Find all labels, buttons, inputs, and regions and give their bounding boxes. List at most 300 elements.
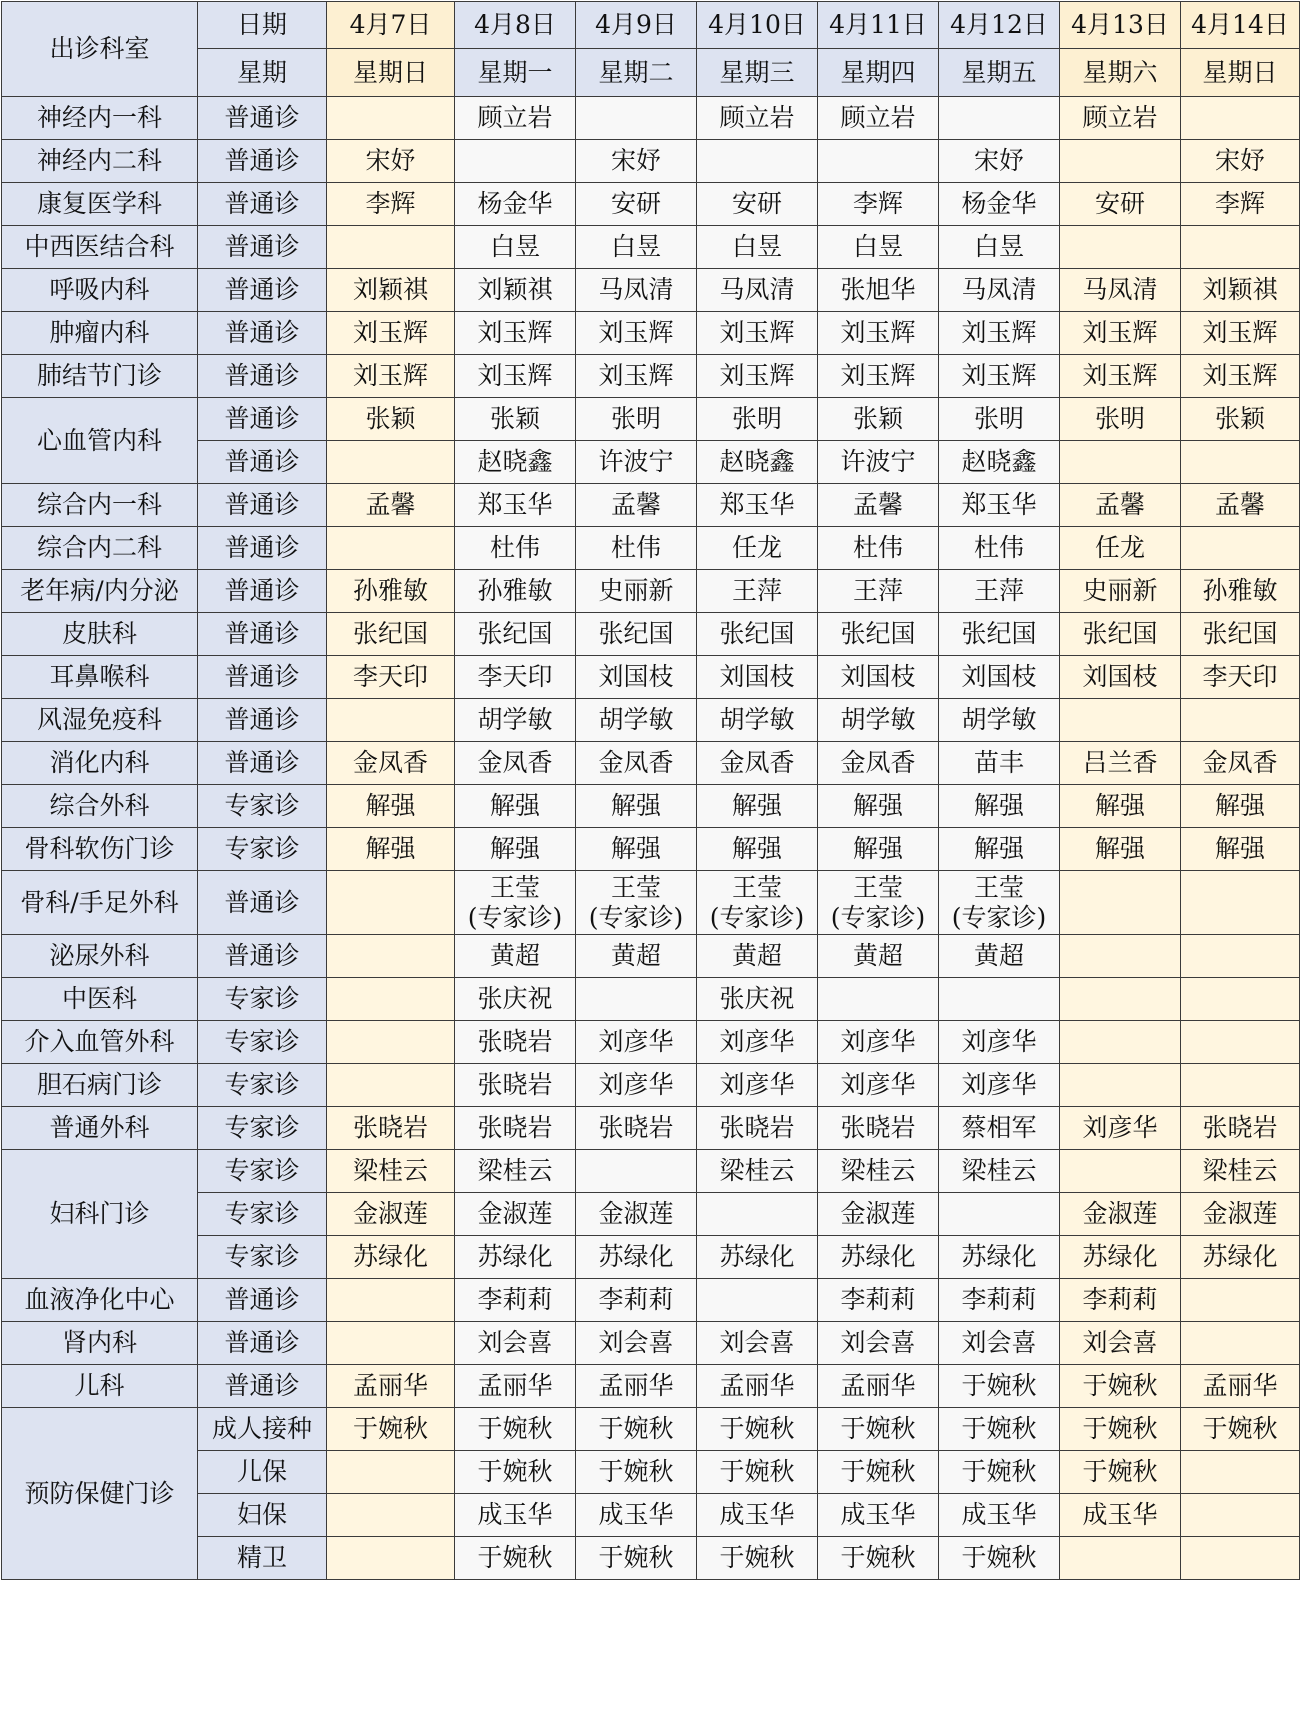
doctor-cell: 梁桂云 xyxy=(455,1150,576,1193)
doctor-cell xyxy=(697,140,818,183)
doctor-cell: 孟丽华 xyxy=(576,1365,697,1408)
date-header-cell: 4月10日 xyxy=(697,2,818,49)
doctor-cell: 安研 xyxy=(1060,183,1181,226)
doctor-cell: 解强 xyxy=(697,828,818,871)
clinic-type-cell: 普通诊 xyxy=(198,398,327,441)
doctor-cell xyxy=(1181,1021,1300,1064)
doctor-cell: 张晓岩 xyxy=(455,1021,576,1064)
doctor-cell xyxy=(1060,1537,1181,1580)
doctor-cell: 于婉秋 xyxy=(1181,1408,1300,1451)
doctor-cell: 解强 xyxy=(1181,785,1300,828)
doctor-cell: 张明 xyxy=(697,398,818,441)
clinic-type-cell: 专家诊 xyxy=(198,828,327,871)
clinic-type-cell: 普通诊 xyxy=(198,140,327,183)
doctor-cell: 胡学敏 xyxy=(576,699,697,742)
doctor-cell: 金凤香 xyxy=(1181,742,1300,785)
doctor-cell: 刘玉辉 xyxy=(697,355,818,398)
clinic-type-cell: 普通诊 xyxy=(198,312,327,355)
doctor-cell xyxy=(1060,699,1181,742)
doctor-cell: 任龙 xyxy=(1060,527,1181,570)
department-cell: 消化内科 xyxy=(2,742,198,785)
doctor-cell: 顾立岩 xyxy=(818,97,939,140)
schedule-row xyxy=(2,742,1300,785)
schedule-row xyxy=(2,226,1300,269)
doctor-cell xyxy=(1181,226,1300,269)
doctor-cell: 刘彦华 xyxy=(818,1064,939,1107)
date-header-cell: 4月14日 xyxy=(1181,2,1300,49)
doctor-cell: 解强 xyxy=(818,828,939,871)
doctor-cell xyxy=(327,1064,455,1107)
doctor-cell: 赵晓鑫 xyxy=(939,441,1060,484)
doctor-cell: 任龙 xyxy=(697,527,818,570)
department-cell: 骨科/手足外科 xyxy=(2,871,198,935)
doctor-cell: 张颖 xyxy=(455,398,576,441)
doctor-cell: 金淑莲 xyxy=(1060,1193,1181,1236)
doctor-cell: 张明 xyxy=(576,398,697,441)
doctor-cell: 李天印 xyxy=(1181,656,1300,699)
department-cell: 骨科软伤门诊 xyxy=(2,828,198,871)
clinic-type-cell: 专家诊 xyxy=(198,1107,327,1150)
doctor-cell: 孟馨 xyxy=(818,484,939,527)
schedule-row xyxy=(2,570,1300,613)
department-cell: 风湿免疫科 xyxy=(2,699,198,742)
doctor-cell: 张纪国 xyxy=(939,613,1060,656)
schedule-row xyxy=(2,1408,1300,1451)
doctor-cell: 张明 xyxy=(1060,398,1181,441)
clinic-type-cell: 普通诊 xyxy=(198,570,327,613)
doctor-cell: 孟馨 xyxy=(327,484,455,527)
schedule-row xyxy=(2,1021,1300,1064)
schedule-row xyxy=(2,355,1300,398)
doctor-cell xyxy=(1181,978,1300,1021)
doctor-cell xyxy=(327,699,455,742)
date-header-cell: 4月7日 xyxy=(327,2,455,49)
doctor-cell: 刘玉辉 xyxy=(455,312,576,355)
doctor-cell: 宋妤 xyxy=(576,140,697,183)
doctor-cell: 刘彦华 xyxy=(939,1021,1060,1064)
clinic-type-cell: 妇保 xyxy=(198,1494,327,1537)
clinic-type-cell: 专家诊 xyxy=(198,978,327,1021)
doctor-cell: 李天印 xyxy=(455,656,576,699)
doctor-cell: 许波宁 xyxy=(576,441,697,484)
clinic-type-cell: 普通诊 xyxy=(198,484,327,527)
doctor-cell: 梁桂云 xyxy=(697,1150,818,1193)
doctor-cell: 刘玉辉 xyxy=(1060,312,1181,355)
doctor-cell: 白昱 xyxy=(939,226,1060,269)
doctor-cell: 白昱 xyxy=(697,226,818,269)
schedule-row xyxy=(2,785,1300,828)
department-cell: 中医科 xyxy=(2,978,198,1021)
doctor-cell: 刘彦华 xyxy=(697,1021,818,1064)
doctor-cell: 刘颖祺 xyxy=(327,269,455,312)
doctor-cell: 于婉秋 xyxy=(939,1451,1060,1494)
doctor-cell: 成玉华 xyxy=(818,1494,939,1537)
department-cell: 肺结节门诊 xyxy=(2,355,198,398)
department-cell: 介入血管外科 xyxy=(2,1021,198,1064)
schedule-row xyxy=(2,871,1300,935)
doctor-cell xyxy=(327,1451,455,1494)
doctor-cell: 刘玉辉 xyxy=(697,312,818,355)
doctor-cell: 张晓岩 xyxy=(327,1107,455,1150)
doctor-cell: 刘玉辉 xyxy=(939,312,1060,355)
doctor-cell xyxy=(327,871,455,935)
department-cell: 普通外科 xyxy=(2,1107,198,1150)
doctor-cell: 李天印 xyxy=(327,656,455,699)
doctor-cell xyxy=(697,1279,818,1322)
schedule-row xyxy=(2,269,1300,312)
cell-line: 王莹 xyxy=(852,872,903,902)
doctor-cell xyxy=(1060,935,1181,978)
doctor-cell xyxy=(327,226,455,269)
doctor-cell: 刘会喜 xyxy=(455,1322,576,1365)
doctor-cell xyxy=(327,1279,455,1322)
weekday-label: 星期 xyxy=(198,49,327,97)
clinic-type-cell: 专家诊 xyxy=(198,1064,327,1107)
doctor-cell xyxy=(939,871,1060,935)
doctor-cell: 刘玉辉 xyxy=(1181,355,1300,398)
clinic-type-cell: 普通诊 xyxy=(198,183,327,226)
department-cell: 心血管内科 xyxy=(2,398,198,484)
doctor-cell: 金凤香 xyxy=(818,742,939,785)
doctor-cell: 张纪国 xyxy=(576,613,697,656)
department-cell: 预防保健门诊 xyxy=(2,1408,198,1580)
header-date-row xyxy=(2,2,1300,49)
doctor-cell: 成玉华 xyxy=(939,1494,1060,1537)
doctor-cell: 蔡相军 xyxy=(939,1107,1060,1150)
doctor-cell: 赵晓鑫 xyxy=(455,441,576,484)
doctor-cell: 于婉秋 xyxy=(455,1451,576,1494)
date-header-cell: 4月12日 xyxy=(939,2,1060,49)
doctor-cell: 史丽新 xyxy=(576,570,697,613)
doctor-cell: 马凤清 xyxy=(1060,269,1181,312)
doctor-cell: 马凤清 xyxy=(697,269,818,312)
department-cell: 综合内二科 xyxy=(2,527,198,570)
weekday-header-cell: 星期六 xyxy=(1060,49,1181,97)
schedule-row xyxy=(2,828,1300,871)
doctor-cell: 于婉秋 xyxy=(1060,1365,1181,1408)
department-cell: 呼吸内科 xyxy=(2,269,198,312)
department-cell: 老年病/内分泌 xyxy=(2,570,198,613)
doctor-cell xyxy=(327,1322,455,1365)
doctor-cell: 胡学敏 xyxy=(455,699,576,742)
doctor-cell: 于婉秋 xyxy=(697,1537,818,1580)
doctor-cell: 刘颖祺 xyxy=(455,269,576,312)
department-cell: 胆石病门诊 xyxy=(2,1064,198,1107)
doctor-cell: 郑玉华 xyxy=(939,484,1060,527)
schedule-row xyxy=(2,1064,1300,1107)
doctor-cell xyxy=(1181,1537,1300,1580)
doctor-cell xyxy=(1060,1150,1181,1193)
doctor-cell: 刘国枝 xyxy=(1060,656,1181,699)
doctor-cell xyxy=(1060,441,1181,484)
doctor-cell: 苏绿化 xyxy=(455,1236,576,1279)
schedule-row xyxy=(2,935,1300,978)
doctor-cell: 黄超 xyxy=(576,935,697,978)
doctor-cell: 白昱 xyxy=(455,226,576,269)
doctor-cell xyxy=(818,871,939,935)
clinic-schedule-table xyxy=(1,1,1300,1580)
doctor-cell: 金凤香 xyxy=(576,742,697,785)
doctor-cell xyxy=(939,978,1060,1021)
doctor-cell: 马凤清 xyxy=(939,269,1060,312)
doctor-cell: 杜伟 xyxy=(455,527,576,570)
clinic-type-cell: 精卫 xyxy=(198,1537,327,1580)
doctor-cell xyxy=(327,1537,455,1580)
doctor-cell: 赵晓鑫 xyxy=(697,441,818,484)
doctor-cell xyxy=(818,978,939,1021)
doctor-cell: 苏绿化 xyxy=(576,1236,697,1279)
clinic-type-cell: 专家诊 xyxy=(198,1193,327,1236)
schedule-row xyxy=(2,613,1300,656)
department-cell: 儿科 xyxy=(2,1365,198,1408)
doctor-cell: 张晓岩 xyxy=(1181,1107,1300,1150)
doctor-cell xyxy=(576,871,697,935)
schedule-row xyxy=(2,484,1300,527)
department-cell: 妇科门诊 xyxy=(2,1150,198,1279)
date-header-cell: 4月9日 xyxy=(576,2,697,49)
schedule-row xyxy=(2,97,1300,140)
doctor-cell xyxy=(1181,1322,1300,1365)
doctor-cell: 解强 xyxy=(818,785,939,828)
doctor-cell xyxy=(455,871,576,935)
department-cell: 综合外科 xyxy=(2,785,198,828)
doctor-cell xyxy=(1181,935,1300,978)
doctor-cell: 郑玉华 xyxy=(455,484,576,527)
doctor-cell: 解强 xyxy=(327,828,455,871)
doctor-cell: 刘玉辉 xyxy=(327,355,455,398)
clinic-type-cell: 普通诊 xyxy=(198,441,327,484)
doctor-cell: 刘彦华 xyxy=(939,1064,1060,1107)
doctor-cell: 张纪国 xyxy=(1181,613,1300,656)
doctor-cell: 黄超 xyxy=(818,935,939,978)
doctor-cell: 成玉华 xyxy=(697,1494,818,1537)
clinic-type-cell: 普通诊 xyxy=(198,935,327,978)
doctor-cell: 史丽新 xyxy=(1060,570,1181,613)
clinic-type-cell: 普通诊 xyxy=(198,699,327,742)
department-cell: 神经内一科 xyxy=(2,97,198,140)
doctor-cell xyxy=(327,1494,455,1537)
doctor-cell: 于婉秋 xyxy=(818,1537,939,1580)
doctor-cell: 张颖 xyxy=(818,398,939,441)
doctor-cell: 孙雅敏 xyxy=(455,570,576,613)
doctor-cell: 解强 xyxy=(939,828,1060,871)
doctor-cell xyxy=(939,97,1060,140)
doctor-cell: 于婉秋 xyxy=(939,1408,1060,1451)
date-label: 日期 xyxy=(198,2,327,49)
doctor-cell: 刘彦华 xyxy=(576,1064,697,1107)
doctor-cell: 张纪国 xyxy=(327,613,455,656)
doctor-cell: 苏绿化 xyxy=(327,1236,455,1279)
department-cell: 神经内二科 xyxy=(2,140,198,183)
weekday-header-cell: 星期一 xyxy=(455,49,576,97)
schedule-row xyxy=(2,527,1300,570)
doctor-cell xyxy=(576,978,697,1021)
doctor-cell: 于婉秋 xyxy=(818,1408,939,1451)
doctor-cell: 刘彦华 xyxy=(697,1064,818,1107)
doctor-cell: 张晓岩 xyxy=(697,1107,818,1150)
clinic-type-cell: 普通诊 xyxy=(198,527,327,570)
doctor-cell xyxy=(576,97,697,140)
cell-line: 王莹 xyxy=(973,872,1024,902)
doctor-cell xyxy=(1181,1064,1300,1107)
doctor-cell: 于婉秋 xyxy=(818,1451,939,1494)
clinic-type-cell: 普通诊 xyxy=(198,355,327,398)
doctor-cell: 安研 xyxy=(697,183,818,226)
doctor-cell: 张旭华 xyxy=(818,269,939,312)
date-header-cell: 4月13日 xyxy=(1060,2,1181,49)
doctor-cell: 于婉秋 xyxy=(576,1408,697,1451)
doctor-cell: 金凤香 xyxy=(455,742,576,785)
clinic-type-cell: 专家诊 xyxy=(198,1021,327,1064)
doctor-cell: 马凤清 xyxy=(576,269,697,312)
doctor-cell: 金淑莲 xyxy=(1181,1193,1300,1236)
department-cell: 康复医学科 xyxy=(2,183,198,226)
doctor-cell: 胡学敏 xyxy=(697,699,818,742)
doctor-cell xyxy=(1181,871,1300,935)
doctor-cell xyxy=(327,935,455,978)
cell-line: 王莹 xyxy=(731,872,782,902)
doctor-cell: 成玉华 xyxy=(576,1494,697,1537)
doctor-cell: 苏绿化 xyxy=(818,1236,939,1279)
doctor-cell xyxy=(1060,978,1181,1021)
doctor-cell: 解强 xyxy=(576,828,697,871)
doctor-cell: 顾立岩 xyxy=(455,97,576,140)
doctor-cell: 刘会喜 xyxy=(1060,1322,1181,1365)
doctor-cell: 胡学敏 xyxy=(939,699,1060,742)
doctor-cell: 金淑莲 xyxy=(455,1193,576,1236)
doctor-cell: 刘玉辉 xyxy=(939,355,1060,398)
doctor-cell: 金淑莲 xyxy=(818,1193,939,1236)
doctor-cell: 刘国枝 xyxy=(939,656,1060,699)
schedule-row xyxy=(2,1150,1300,1193)
doctor-cell: 解强 xyxy=(1181,828,1300,871)
doctor-cell: 梁桂云 xyxy=(327,1150,455,1193)
doctor-cell: 苏绿化 xyxy=(1060,1236,1181,1279)
doctor-cell: 黄超 xyxy=(697,935,818,978)
doctor-cell: 张晓岩 xyxy=(576,1107,697,1150)
doctor-cell: 李辉 xyxy=(818,183,939,226)
doctor-cell: 王萍 xyxy=(697,570,818,613)
clinic-type-cell: 普通诊 xyxy=(198,269,327,312)
doctor-cell: 刘会喜 xyxy=(576,1322,697,1365)
doctor-cell: 张晓岩 xyxy=(455,1107,576,1150)
doctor-cell xyxy=(455,140,576,183)
doctor-cell: 于婉秋 xyxy=(576,1537,697,1580)
clinic-type-cell: 普通诊 xyxy=(198,1322,327,1365)
doctor-cell: 吕兰香 xyxy=(1060,742,1181,785)
doctor-cell: 杜伟 xyxy=(576,527,697,570)
cell-line: 王莹 xyxy=(489,872,540,902)
doctor-cell: 于婉秋 xyxy=(1060,1451,1181,1494)
weekday-header-cell: 星期日 xyxy=(1181,49,1300,97)
doctor-cell: 张纪国 xyxy=(697,613,818,656)
doctor-cell: 张晓岩 xyxy=(818,1107,939,1150)
doctor-cell: 刘玉辉 xyxy=(576,312,697,355)
doctor-cell: 白昱 xyxy=(576,226,697,269)
doctor-cell: 李莉莉 xyxy=(939,1279,1060,1322)
doctor-cell: 于婉秋 xyxy=(455,1408,576,1451)
doctor-cell: 顾立岩 xyxy=(697,97,818,140)
weekday-header-cell: 星期二 xyxy=(576,49,697,97)
cell-line: (专家诊) xyxy=(467,902,563,932)
doctor-cell: 于婉秋 xyxy=(939,1537,1060,1580)
doctor-cell xyxy=(1060,871,1181,935)
doctor-cell xyxy=(1181,1451,1300,1494)
department-cell: 泌尿外科 xyxy=(2,935,198,978)
doctor-cell: 解强 xyxy=(939,785,1060,828)
doctor-cell: 刘玉辉 xyxy=(327,312,455,355)
clinic-type-cell: 普通诊 xyxy=(198,1279,327,1322)
doctor-cell: 孟丽华 xyxy=(818,1365,939,1408)
doctor-cell: 孟丽华 xyxy=(1181,1365,1300,1408)
schedule-row xyxy=(2,1107,1300,1150)
doctor-cell: 解强 xyxy=(576,785,697,828)
doctor-cell: 解强 xyxy=(455,785,576,828)
doctor-cell: 解强 xyxy=(1060,785,1181,828)
doctor-cell: 张明 xyxy=(939,398,1060,441)
doctor-cell: 宋妤 xyxy=(327,140,455,183)
date-header-cell: 4月8日 xyxy=(455,2,576,49)
cell-line: (专家诊) xyxy=(830,902,926,932)
doctor-cell xyxy=(1060,1064,1181,1107)
schedule-row xyxy=(2,1322,1300,1365)
doctor-cell: 张纪国 xyxy=(455,613,576,656)
doctor-cell xyxy=(818,140,939,183)
doctor-cell: 杜伟 xyxy=(818,527,939,570)
doctor-cell: 孟馨 xyxy=(1181,484,1300,527)
department-cell: 中西医结合科 xyxy=(2,226,198,269)
doctor-cell: 解强 xyxy=(455,828,576,871)
schedule-row xyxy=(2,1279,1300,1322)
doctor-cell: 刘玉辉 xyxy=(576,355,697,398)
doctor-cell: 黄超 xyxy=(939,935,1060,978)
clinic-type-cell: 普通诊 xyxy=(198,97,327,140)
doctor-cell xyxy=(327,97,455,140)
doctor-cell: 刘颖祺 xyxy=(1181,269,1300,312)
doctor-cell: 刘彦华 xyxy=(1060,1107,1181,1150)
doctor-cell: 孟丽华 xyxy=(455,1365,576,1408)
doctor-cell: 李莉莉 xyxy=(455,1279,576,1322)
doctor-cell xyxy=(1181,1494,1300,1537)
doctor-cell: 苏绿化 xyxy=(939,1236,1060,1279)
cell-line: 王莹 xyxy=(610,872,661,902)
doctor-cell xyxy=(327,441,455,484)
schedule-row xyxy=(2,140,1300,183)
doctor-cell: 梁桂云 xyxy=(1181,1150,1300,1193)
doctor-cell: 成玉华 xyxy=(1060,1494,1181,1537)
doctor-cell: 杨金华 xyxy=(455,183,576,226)
doctor-cell: 杨金华 xyxy=(939,183,1060,226)
doctor-cell: 王萍 xyxy=(818,570,939,613)
doctor-cell: 安研 xyxy=(576,183,697,226)
clinic-type-cell: 普通诊 xyxy=(198,742,327,785)
doctor-cell: 于婉秋 xyxy=(455,1537,576,1580)
doctor-cell: 刘玉辉 xyxy=(818,312,939,355)
doctor-cell: 孟丽华 xyxy=(697,1365,818,1408)
doctor-cell: 于婉秋 xyxy=(697,1451,818,1494)
clinic-type-cell: 专家诊 xyxy=(198,1236,327,1279)
doctor-cell xyxy=(1181,699,1300,742)
doctor-cell: 成玉华 xyxy=(455,1494,576,1537)
doctor-cell: 梁桂云 xyxy=(939,1150,1060,1193)
department-cell: 肿瘤内科 xyxy=(2,312,198,355)
date-header-cell: 4月11日 xyxy=(818,2,939,49)
doctor-cell: 金凤香 xyxy=(327,742,455,785)
cell-line: (专家诊) xyxy=(588,902,684,932)
doctor-cell: 刘玉辉 xyxy=(1060,355,1181,398)
doctor-cell: 李莉莉 xyxy=(1060,1279,1181,1322)
schedule-row xyxy=(2,312,1300,355)
